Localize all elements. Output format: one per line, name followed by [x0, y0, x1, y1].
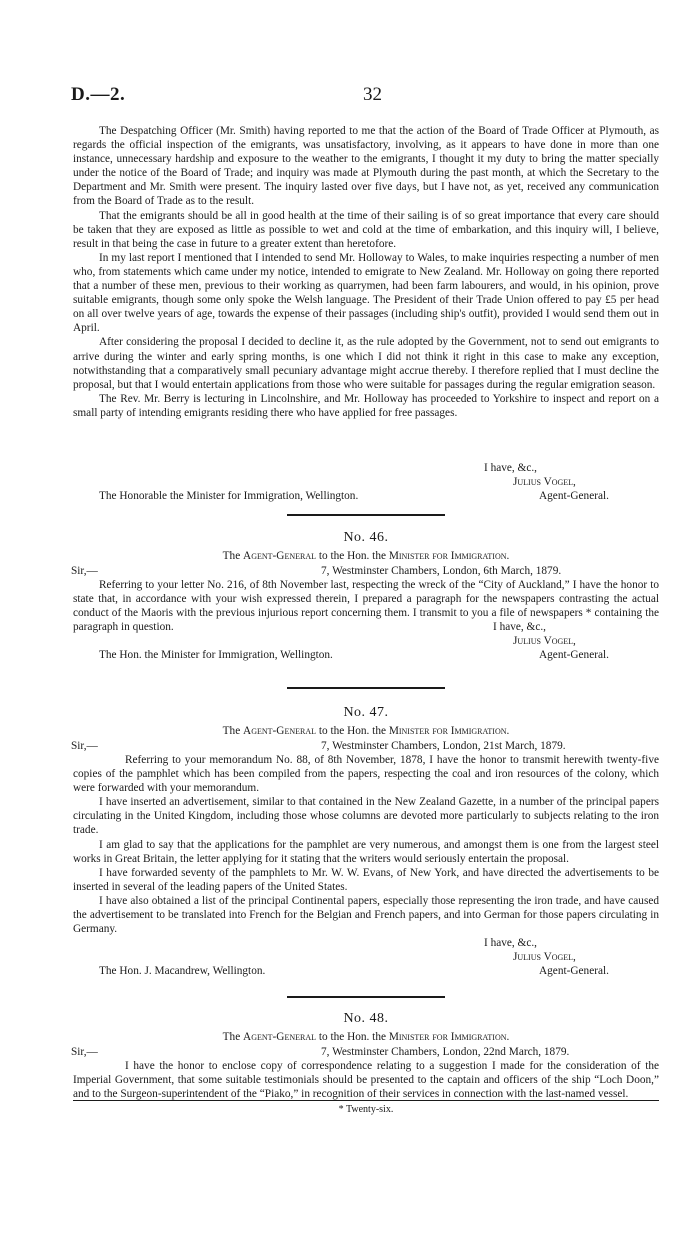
closing: I have, &c.,	[484, 937, 538, 950]
paragraph: I have the honor to enclose copy of correspondence relating to a suggestion I made for the consideration of the Imperial Government, that some suitable testimonials should be presented to the captain and officers of the ship “Loch Doon,” and to the Surgeon-superintendent of the “Piako,” in recognition of their services in connection with the last-named vessel.	[73, 1060, 659, 1101]
footnote: * Twenty-six.	[338, 1104, 394, 1115]
signature: Julius Vogel,	[513, 476, 576, 488]
paragraph: I have forwarded seventy of the pamphlets to Mr. W. W. Evans, of New York, and have directed the advertisements to be inserted in several of the leading papers of the United States.	[73, 866, 659, 893]
intro-letter-body	[73, 124, 659, 420]
letter-heading: The Agent-General to the Hon. the Minister for Immigration.	[222, 550, 510, 562]
closing: I have, &c.,	[484, 462, 538, 474]
document-reference: D.—2.	[71, 84, 126, 105]
section-divider	[287, 514, 445, 516]
letter-address-date: 7, Westminster Chambers, London, 6th March, 1879.	[321, 565, 562, 577]
letter-number: No. 46.	[343, 530, 389, 545]
section-divider	[287, 996, 445, 998]
paragraph: The Rev. Mr. Berry is lecturing in Lincolnshire, and Mr. Holloway has proceeded to Yorkshire to inspect and report on a small party of intending emigrants residing there who have applied for free passages.	[73, 392, 659, 419]
closing: I have, &c.,	[493, 621, 547, 634]
paragraph: Referring to your letter No. 216, of 8th November last, respecting the wreck of the “City of Auckland,” I have the honor to state that, in accordance with your wish expressed therein, I prepared a paragraph for the newspapers contrasting the actual conduct of the Maoris with the previous injurious report concerning them. I transmit to you a file of newspapers * containing the paragraph in question.	[73, 579, 659, 634]
page-number: 32	[363, 84, 382, 105]
footnote-rule	[73, 1100, 659, 1101]
addressee: The Honorable the Minister for Immigration, Wellington.	[99, 490, 359, 502]
signatory-title: Agent-General.	[539, 965, 609, 978]
letter-heading: The Agent-General to the Hon. the Minister for Immigration.	[222, 1031, 510, 1043]
signature: Julius Vogel,	[513, 635, 576, 648]
letter-47	[73, 706, 659, 978]
paragraph: I have also obtained a list of the principal Continental papers, especially those representing the iron trade, and have caused the advertisement to be translated into French for the Belgian and French papers, and into German for those papers circulating in Germany.	[73, 894, 659, 936]
section-divider	[287, 687, 445, 689]
paragraph: In my last report I mentioned that I intended to send Mr. Holloway to Wales, to make inquiries respecting a number of men who, from statements which came under my notice, intended to emigrate to New Zealand. Mr. Holloway on going there reported that a number of these men, previous to their working as quarrymen, had been farm labourers, and would, in his opinion, prove suitable emigrants, though some only spoke the Welsh language. The President of their Trade Union offered to pay £5 per head on all over twelve years of age, towards the expense of their passages (including ship's outfit), provided I would send them out in April.	[73, 251, 659, 335]
intro-signoff	[73, 461, 659, 503]
salutation: Sir,—	[71, 1046, 98, 1058]
addressee: The Hon. J. Macandrew, Wellington.	[99, 965, 266, 978]
letter-address-date: 7, Westminster Chambers, London, 21st March, 1879.	[321, 740, 566, 752]
addressee: The Hon. the Minister for Immigration, Wellington.	[99, 649, 333, 662]
signatory-title: Agent-General.	[539, 649, 609, 662]
letter-48	[73, 1012, 659, 1101]
signature: Julius Vogel,	[513, 951, 576, 964]
paragraph: The Despatching Officer (Mr. Smith) having reported to me that the action of the Board of Trade Officer at Plymouth, as regards the official inspection of the emigrants, was unsatisfactory, involving, as it appears to have done in more than one instance, unnecessary hardship and exposure to the weather to the emigrants, I thought it my duty to bring the matter specially under the notice of the Board of Trade; and inquiry was made at Plymouth during the past month, at which the Secretary to the Department and Mr. Smith were present. The inquiry lasted over five days, but I have not, as yet, received any communication from the Board of Trade as to the result.	[73, 125, 659, 208]
salutation: Sir,—	[71, 565, 98, 577]
salutation: Sir,—	[71, 740, 98, 752]
letter-number: No. 48.	[343, 1011, 389, 1026]
letter-number: No. 47.	[343, 705, 389, 720]
paragraph: I am glad to say that the applications for the pamphlet are very numerous, and amongst them is one from the largest steel works in Great Britain, the letter applying for it stating that the writers would seriously entertain the proposal.	[73, 838, 659, 865]
signatory-title: Agent-General.	[539, 490, 609, 502]
letter-heading: The Agent-General to the Hon. the Minister for Immigration.	[222, 725, 510, 737]
paragraph: Referring to your memorandum No. 88, of 8th November, 1878, I have the honor to transmit herewith twenty-five copies of the pamphlet which has been compiled from the papers, respecting the coal and iron resources of the colony, which were forwarded with your memorandum.	[73, 754, 659, 795]
letter-46	[73, 531, 659, 662]
paragraph: I have inserted an advertisement, similar to that contained in the New Zealand Gazette, in a number of the principal papers circulating in the United Kingdom, including those whose columns are devoted more particularly to subjects relating to the iron trade.	[73, 796, 659, 837]
page-header	[71, 84, 659, 110]
paragraph: After considering the proposal I decided to decline it, as the rule adopted by the Government, not to send out emigrants to arrive during the winter and early spring months, is one which I did not think it right in this case to make any exception, notwithstanding that a comparatively small pecuniary advantage might accrue thereby. I therefore replied that I must decline the proposal, but that I would entertain applications from those who were suitable for passages during the regular emigration season.	[73, 336, 659, 391]
letter-address-date: 7, Westminster Chambers, London, 22nd March, 1879.	[321, 1046, 570, 1058]
paragraph: That the emigrants should be all in good health at the time of their sailing is of so great importance that every care should be taken that they are exposed as little as possible to wet and cold at the time of embarkation, and this inquiry will, I believe, result in that being the case in future to a greater extent than heretofore.	[73, 209, 659, 250]
